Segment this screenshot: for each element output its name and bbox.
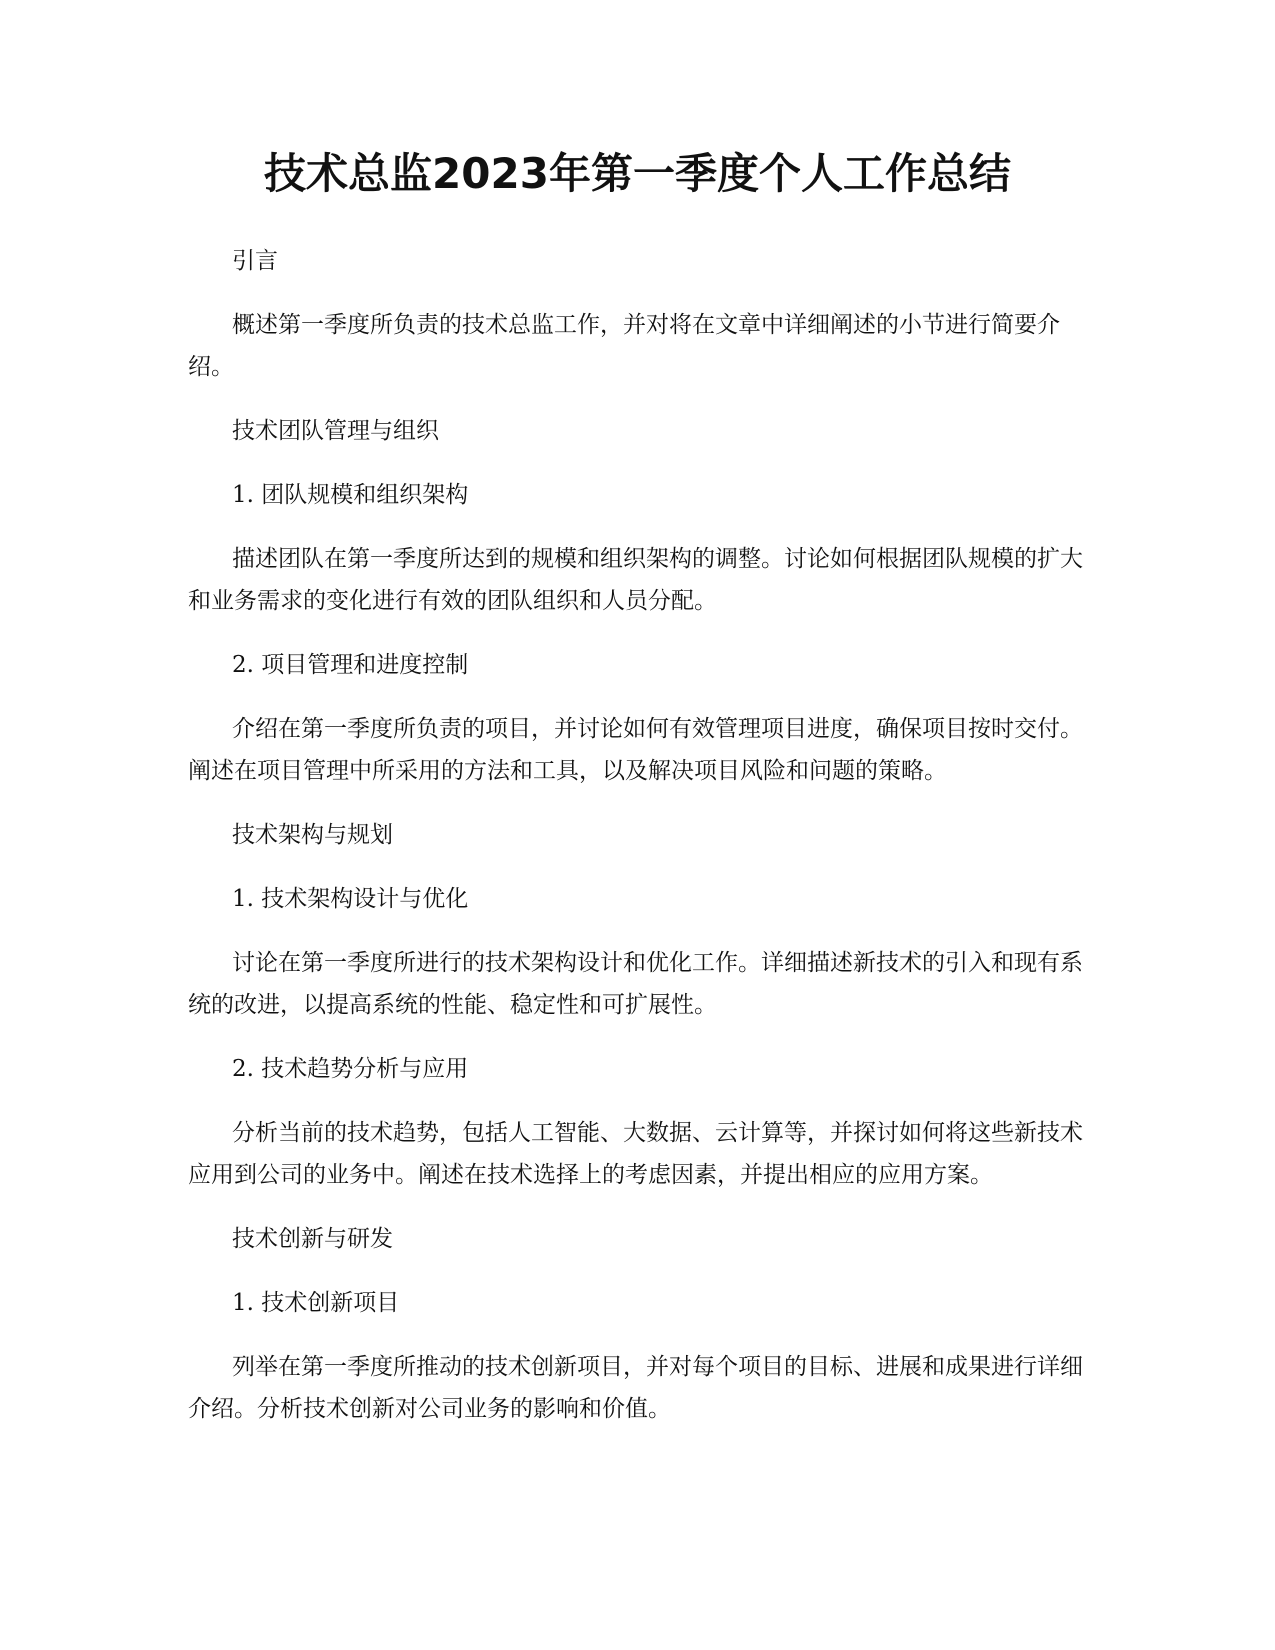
paragraph-intro-heading: 引言 [232, 248, 278, 274]
section-heading-innovation: 技术创新与研发 [232, 1226, 393, 1252]
paragraph-project-management: 介绍在第一季度所负责的项目，并讨论如何有效管理项目进度，确保项目按时交付。阐述在项目管理中所采用的方法和工具，以及解决项目风险和问题的策略。 [188, 716, 1083, 784]
paragraph-architecture-design: 讨论在第一季度所进行的技术架构设计和优化工作。详细描述新技术的引入和现有系统的改进，以提高系统的性能、稳定性和可扩展性。 [188, 950, 1083, 1018]
paragraph-tech-trends: 分析当前的技术趋势，包括人工智能、大数据、云计算等，并探讨如何将这些新技术应用到公司的业务中。阐述在技术选择上的考虑因素，并提出相应的应用方案。 [188, 1120, 1083, 1188]
paragraph-innovation-projects: 列举在第一季度所推动的技术创新项目，并对每个项目的目标、进展和成果进行详细介绍。分析技术创新对公司业务的影响和价值。 [188, 1354, 1083, 1422]
paragraph-intro-text: 概述第一季度所负责的技术总监工作，并对将在文章中详细阐述的小节进行简要介绍。 [188, 312, 1060, 380]
subsection-heading-tech-trends: 2. 技术趋势分析与应用 [232, 1056, 469, 1082]
document-title: 技术总监2023年第一季度个人工作总结 [264, 149, 1011, 198]
section-heading-architecture: 技术架构与规划 [232, 822, 393, 848]
subsection-heading-project-management: 2. 项目管理和进度控制 [232, 652, 469, 678]
paragraph-team-size: 描述团队在第一季度所达到的规模和组织架构的调整。讨论如何根据团队规模的扩大和业务需求的变化进行有效的团队组织和人员分配。 [188, 546, 1083, 614]
subsection-heading-team-size: 1. 团队规模和组织架构 [232, 482, 469, 508]
document-body [188, 240, 1088, 1452]
subsection-heading-innovation-projects: 1. 技术创新项目 [232, 1290, 400, 1316]
subsection-heading-architecture-design: 1. 技术架构设计与优化 [232, 886, 469, 912]
section-heading-team-management: 技术团队管理与组织 [232, 418, 439, 444]
